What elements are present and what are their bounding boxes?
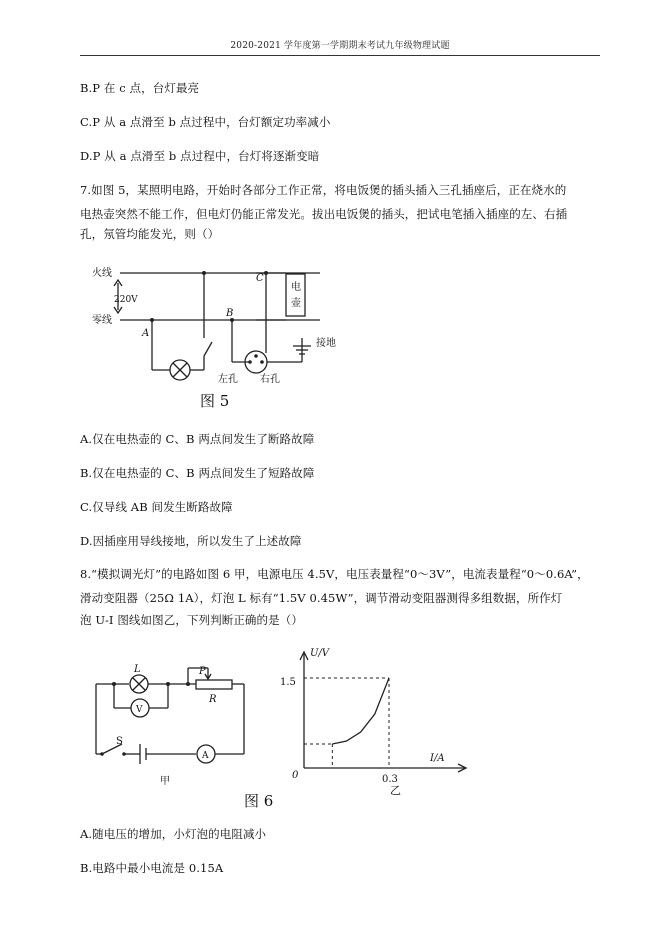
figure-6-caption: 图 6 <box>244 792 274 810</box>
question-8-line-3: 泡 U-I 图线如图乙，下列判断正确的是（） <box>80 613 303 627</box>
figure-6-ui-chart-yi <box>280 640 480 790</box>
header-rule <box>80 55 600 56</box>
chart-origin-label: 0 <box>292 770 299 781</box>
option-c-q7: C.仅导线 AB 间发生断路故障 <box>80 500 233 514</box>
question-7-line-3: 孔，氖管均能发光，则（） <box>80 227 220 241</box>
label-point-a: A <box>142 328 150 339</box>
figure-6-circuit-jia <box>88 660 258 790</box>
option-a-q7: A.仅在电热壶的 C、B 两点间发生了断路故障 <box>80 432 315 446</box>
question-7-line-2: 电热壶突然不能工作，但电灯仍能正常发光。拔出电饭煲的插头，把试电笔插入插座的左、右插 <box>80 207 568 221</box>
option-d-q7: D.因插座用导线接地，所以发生了上述故障 <box>80 534 302 548</box>
question-7-line-1: 7.如图 5，某照明电路，开始时各部分工作正常，将电饭煲的插头插入三孔插座后，正在烧水的 <box>80 183 567 197</box>
label-left-hole: 左孔 <box>218 374 238 385</box>
label-point-c: C <box>256 273 264 284</box>
label-resistor-r: R <box>209 694 217 705</box>
option-c-q6: C.P 从 a 点滑至 b 点过程中，台灯额定功率减小 <box>80 115 331 129</box>
label-right-hole: 右孔 <box>260 374 280 385</box>
label-switch-s: S <box>116 736 123 747</box>
question-8-line-2: 滑动变阻器（25Ω 1A），灯泡 L 标有“1.5V 0.45W”，调节滑动变阻器测得多组数据，所作灯 <box>80 591 563 605</box>
page-header: 2020-2021 学年度第一学期期末考试九年级物理试题 <box>230 41 450 51</box>
question-8-line-1: 8.“模拟调光灯”的电路如图 6 甲，电源电压 4.5V，电压表量程“0～3V”，电流表量程“0～0.6A”， <box>80 567 589 581</box>
option-b-q8: B.电路中最小电流是 0.15A <box>80 861 224 875</box>
label-kettle-2: 壶 <box>291 298 301 309</box>
option-d-q6: D.P 从 a 点滑至 b 点过程中，台灯将逐渐变暗 <box>80 149 320 163</box>
label-yi-below: 乙 <box>390 784 401 797</box>
chart-series-line <box>332 678 389 744</box>
chart-x-tick-0-3: 0.3 <box>382 774 398 785</box>
label-ground: 接地 <box>316 338 336 349</box>
label-point-b: B <box>226 308 234 319</box>
label-jia: 甲 <box>160 776 170 787</box>
label-kettle-1: 电 <box>291 282 301 293</box>
figure-5-caption: 图 5 <box>200 392 230 410</box>
option-b-q6: B.P 在 c 点，台灯最亮 <box>80 81 200 95</box>
chart-y-label: U/V <box>310 648 330 659</box>
label-ammeter-a: A <box>202 751 209 761</box>
figure-5-circuit <box>80 258 380 418</box>
label-slider-p: P <box>199 666 206 677</box>
label-lamp-l: L <box>134 664 141 675</box>
label-voltage: 220V <box>114 295 138 305</box>
chart-x-label: I/A <box>430 753 445 764</box>
chart-y-tick-1-5: 1.5 <box>280 677 296 688</box>
option-b-q7: B.仅在电热壶的 C、B 两点间发生了短路故障 <box>80 466 315 480</box>
label-voltmeter-v: V <box>136 705 143 715</box>
label-live-wire: 火线 <box>92 268 112 279</box>
label-neutral-wire: 零线 <box>92 315 112 326</box>
option-a-q8: A.随电压的增加，小灯泡的电阻减小 <box>80 827 267 841</box>
